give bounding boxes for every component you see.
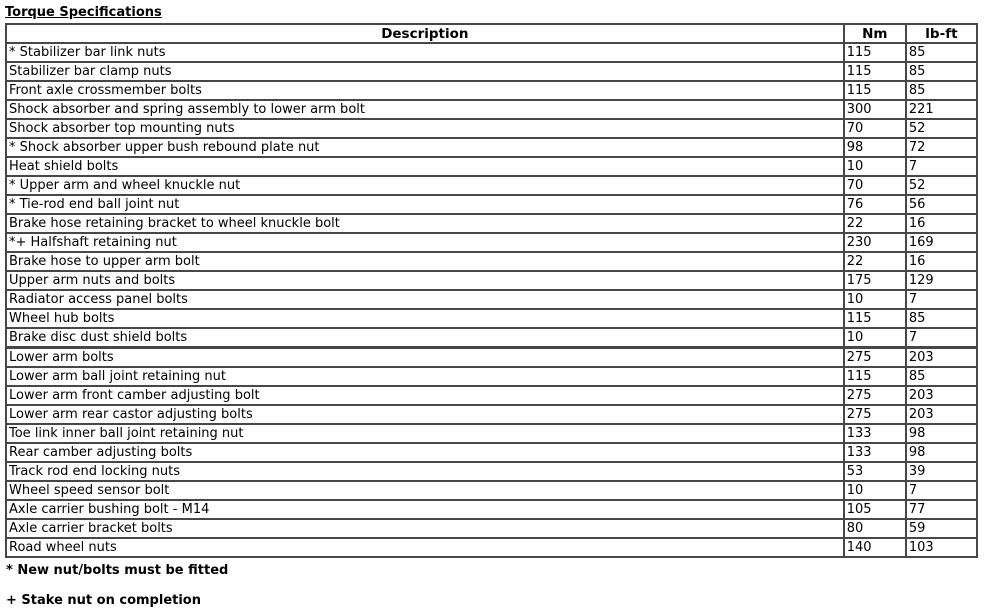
row-nm-value: 115 bbox=[844, 81, 906, 100]
row-description: Lower arm bolts bbox=[6, 348, 844, 368]
row-lbft-value: 85 bbox=[906, 367, 977, 386]
row-nm-value: 133 bbox=[844, 424, 906, 443]
table-row bbox=[6, 538, 977, 557]
row-description: Lower arm rear castor adjusting bolts bbox=[6, 405, 844, 424]
row-description: Toe link inner ball joint retaining nut bbox=[6, 424, 844, 443]
row-lbft-value: 203 bbox=[906, 386, 977, 405]
row-lbft-value: 85 bbox=[906, 81, 977, 100]
torque-specifications-table bbox=[5, 23, 978, 558]
row-description: Lower arm front camber adjusting bolt bbox=[6, 386, 844, 405]
row-description: Wheel speed sensor bolt bbox=[6, 481, 844, 500]
row-nm-value: 10 bbox=[844, 157, 906, 176]
table-row bbox=[6, 519, 977, 538]
row-nm-value: 115 bbox=[844, 62, 906, 81]
row-lbft-value: 85 bbox=[906, 62, 977, 81]
row-description: *+ Halfshaft retaining nut bbox=[6, 233, 844, 252]
row-lbft-value: 72 bbox=[906, 138, 977, 157]
row-nm-value: 70 bbox=[844, 176, 906, 195]
table-row bbox=[6, 138, 977, 157]
table-row bbox=[6, 43, 977, 62]
table-row bbox=[6, 252, 977, 271]
column-header-description: Description bbox=[6, 24, 844, 43]
table-row bbox=[6, 424, 977, 443]
row-lbft-value: 7 bbox=[906, 290, 977, 309]
row-nm-value: 70 bbox=[844, 119, 906, 138]
table-row bbox=[6, 214, 977, 233]
table-row bbox=[6, 462, 977, 481]
page-title: Torque Specifications bbox=[5, 5, 162, 20]
row-nm-value: 105 bbox=[844, 500, 906, 519]
row-lbft-value: 77 bbox=[906, 500, 977, 519]
row-description: Upper arm nuts and bolts bbox=[6, 271, 844, 290]
row-lbft-value: 85 bbox=[906, 43, 977, 62]
row-nm-value: 115 bbox=[844, 367, 906, 386]
table-row bbox=[6, 119, 977, 138]
row-lbft-value: 7 bbox=[906, 481, 977, 500]
row-nm-value: 10 bbox=[844, 328, 906, 348]
table-row bbox=[6, 443, 977, 462]
row-lbft-value: 59 bbox=[906, 519, 977, 538]
table-row bbox=[6, 157, 977, 176]
table-header bbox=[6, 24, 977, 43]
footnote-new-nuts: * New nut/bolts must be fitted bbox=[6, 563, 229, 578]
row-nm-value: 22 bbox=[844, 252, 906, 271]
row-description: Stabilizer bar clamp nuts bbox=[6, 62, 844, 81]
row-description: Axle carrier bushing bolt - M14 bbox=[6, 500, 844, 519]
row-lbft-value: 52 bbox=[906, 176, 977, 195]
row-nm-value: 98 bbox=[844, 138, 906, 157]
table-row bbox=[6, 386, 977, 405]
row-description: Axle carrier bracket bolts bbox=[6, 519, 844, 538]
table-row bbox=[6, 481, 977, 500]
table-row bbox=[6, 348, 977, 368]
row-nm-value: 10 bbox=[844, 481, 906, 500]
row-nm-value: 10 bbox=[844, 290, 906, 309]
row-description: Shock absorber and spring assembly to lower arm bolt bbox=[6, 100, 844, 119]
table-body bbox=[6, 43, 977, 557]
table-row bbox=[6, 271, 977, 290]
row-description: * Tie-rod end ball joint nut bbox=[6, 195, 844, 214]
row-lbft-value: 39 bbox=[906, 462, 977, 481]
row-lbft-value: 85 bbox=[906, 309, 977, 328]
row-description: * Upper arm and wheel knuckle nut bbox=[6, 176, 844, 195]
table-row bbox=[6, 100, 977, 119]
row-lbft-value: 7 bbox=[906, 157, 977, 176]
row-nm-value: 115 bbox=[844, 43, 906, 62]
table-row bbox=[6, 233, 977, 252]
row-nm-value: 275 bbox=[844, 386, 906, 405]
table-row bbox=[6, 62, 977, 81]
row-nm-value: 275 bbox=[844, 405, 906, 424]
row-description: Shock absorber top mounting nuts bbox=[6, 119, 844, 138]
table-row bbox=[6, 290, 977, 309]
row-nm-value: 300 bbox=[844, 100, 906, 119]
table-row bbox=[6, 81, 977, 100]
row-description: * Shock absorber upper bush rebound plate nut bbox=[6, 138, 844, 157]
row-lbft-value: 98 bbox=[906, 424, 977, 443]
row-lbft-value: 56 bbox=[906, 195, 977, 214]
row-lbft-value: 16 bbox=[906, 252, 977, 271]
table-row bbox=[6, 309, 977, 328]
table-row bbox=[6, 405, 977, 424]
table-row bbox=[6, 176, 977, 195]
row-nm-value: 230 bbox=[844, 233, 906, 252]
row-description: Brake hose retaining bracket to wheel knuckle bolt bbox=[6, 214, 844, 233]
row-lbft-value: 7 bbox=[906, 328, 977, 348]
row-description: Heat shield bolts bbox=[6, 157, 844, 176]
table-row bbox=[6, 367, 977, 386]
row-lbft-value: 221 bbox=[906, 100, 977, 119]
column-header-nm: Nm bbox=[844, 24, 906, 43]
row-nm-value: 175 bbox=[844, 271, 906, 290]
row-description: Lower arm ball joint retaining nut bbox=[6, 367, 844, 386]
table-row bbox=[6, 500, 977, 519]
row-nm-value: 76 bbox=[844, 195, 906, 214]
row-nm-value: 140 bbox=[844, 538, 906, 557]
row-lbft-value: 103 bbox=[906, 538, 977, 557]
table-row bbox=[6, 328, 977, 348]
row-lbft-value: 98 bbox=[906, 443, 977, 462]
row-description: Track rod end locking nuts bbox=[6, 462, 844, 481]
row-description: Brake disc dust shield bolts bbox=[6, 328, 844, 348]
row-nm-value: 133 bbox=[844, 443, 906, 462]
row-nm-value: 115 bbox=[844, 309, 906, 328]
row-description: Radiator access panel bolts bbox=[6, 290, 844, 309]
row-description: * Stabilizer bar link nuts bbox=[6, 43, 844, 62]
footnote-stake-nut: + Stake nut on completion bbox=[6, 593, 201, 608]
row-lbft-value: 16 bbox=[906, 214, 977, 233]
row-description: Front axle crossmember bolts bbox=[6, 81, 844, 100]
row-description: Rear camber adjusting bolts bbox=[6, 443, 844, 462]
row-lbft-value: 203 bbox=[906, 348, 977, 368]
column-header-lbft: lb-ft bbox=[906, 24, 977, 43]
table-header-row bbox=[6, 24, 977, 43]
row-description: Wheel hub bolts bbox=[6, 309, 844, 328]
row-nm-value: 80 bbox=[844, 519, 906, 538]
table-row bbox=[6, 195, 977, 214]
row-lbft-value: 129 bbox=[906, 271, 977, 290]
row-nm-value: 53 bbox=[844, 462, 906, 481]
row-description: Road wheel nuts bbox=[6, 538, 844, 557]
row-lbft-value: 203 bbox=[906, 405, 977, 424]
row-lbft-value: 169 bbox=[906, 233, 977, 252]
row-description: Brake hose to upper arm bolt bbox=[6, 252, 844, 271]
row-nm-value: 275 bbox=[844, 348, 906, 368]
row-nm-value: 22 bbox=[844, 214, 906, 233]
row-lbft-value: 52 bbox=[906, 119, 977, 138]
